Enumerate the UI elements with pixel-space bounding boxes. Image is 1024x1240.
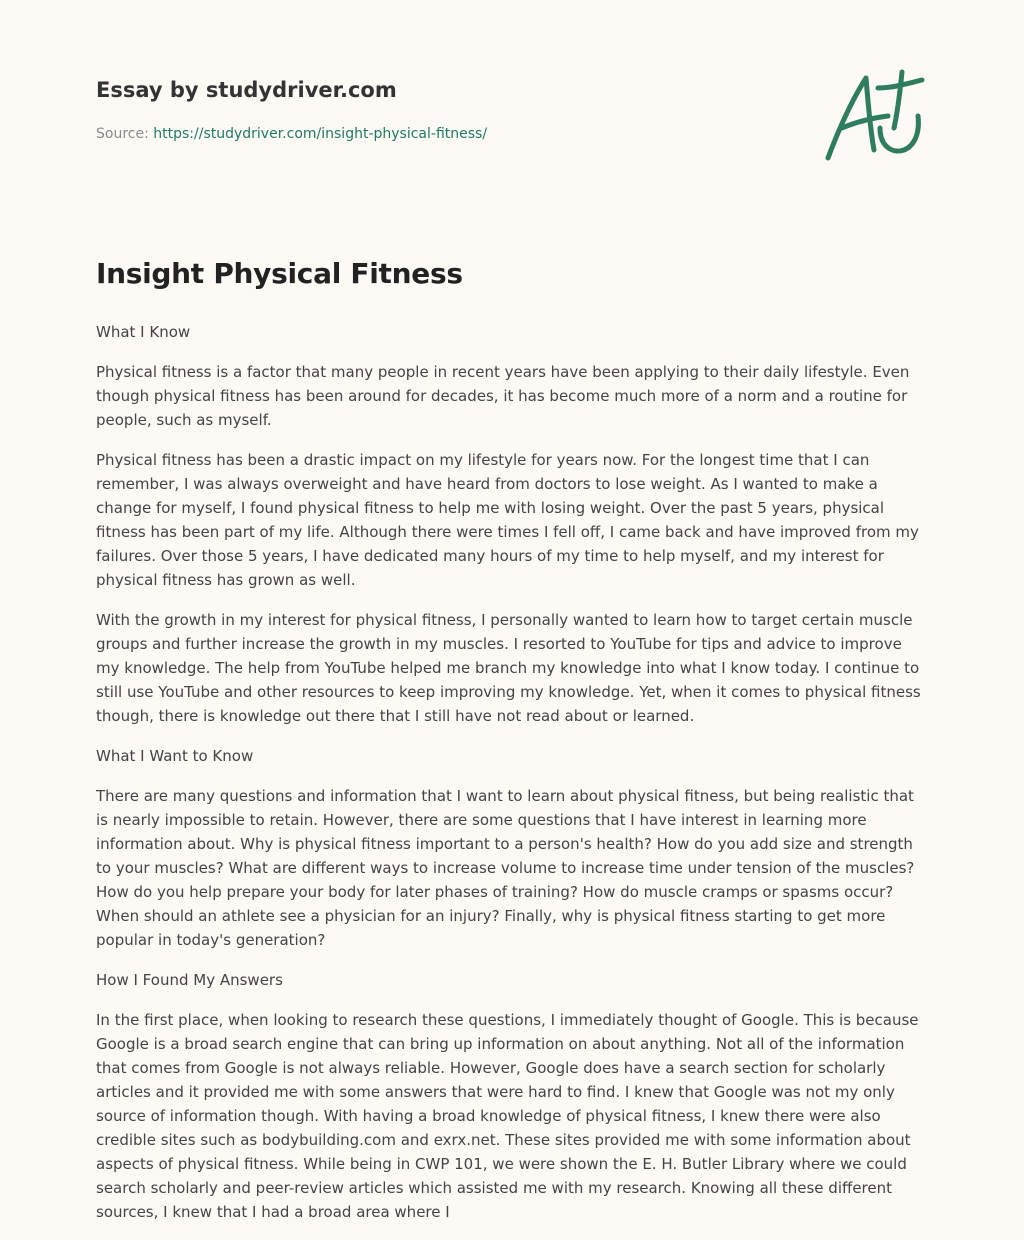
source-label: Source: [96,126,149,142]
essay-paragraph: In the first place, when looking to research these questions, I immediately thought of Google. This is because Google is a broad search engine that can bring up information on about anything. Not all of the information that comes from Google is not always reliable. However, Google does have a search section for scholarly articles and it provided me with some answers that were hard to find. I knew that Google was not my only source of information though. With having a broad knowledge of physical fitness, I knew there were also credible sites such as bodybuilding.com and exrx.net. These sites provided me with some information about aspects of physical fitness. While being in CWP 101, we were shown the E. H. Butler Library where we could search scholarly and peer-review articles which assisted me with my research. Knowing all these different sources, I knew that I had a broad area where I [96,1011,919,1221]
source-link[interactable]: https://studydriver.com/insight-physical-fitness/ [153,126,488,142]
page-header [96,76,796,144]
source-line [96,124,796,144]
essay-paragraph: There are many questions and information that I want to learn about physical fitness, but being realistic that is nearly impossible to retain. However, there are some questions that I have interest in learning more information about. Why is physical fitness important to a person's health? How do you add size and strength to your muscles? What are different ways to increase volume to increase time under tension of the muscles? How do you help prepare your body for later phases of training? How do muscle cramps or spasms occur? When should an athlete see a physician for an injury? Finally, why is physical fitness starting to get more popular in today's generation? [96,787,915,949]
essay-paragraph: With the growth in my interest for physical fitness, I personally wanted to learn how to target certain muscle groups and further increase the growth in my muscles. I resorted to YouTube for tips and advice to improve my knowledge. The help from YouTube helped me branch my knowledge into what I know today. I continue to still use YouTube and other resources to keep improving my knowledge. Yet, when it comes to physical fitness though, there is knowledge out there that I still have not read about or learned. [96,611,921,725]
section-heading: How I Found My Answers [96,971,283,989]
section-heading: What I Want to Know [96,747,254,765]
essay-paragraph: Physical fitness is a factor that many people in recent years have been applying to their daily lifestyle. Even though physical fitness has been around for decades, it has become much more of a norm and a routine for people, such as myself. [96,363,910,429]
a-plus-grade-icon [820,66,930,166]
brand-title: Essay by studydriver.com [96,78,397,102]
essay-title: Insight Physical Fitness [96,257,463,290]
section-heading: What I Know [96,323,191,341]
essay-paragraph: Physical fitness has been a drastic impact on my lifestyle for years now. For the longest time that I can remember, I was always overweight and have heard from doctors to lose weight. As I wanted to make a change for myself, I found physical fitness to help me with losing weight. Over the past 5 years, physical fitness has been part of my life. Although there were times I fell off, I came back and have improved from my failures. Over those 5 years, I have dedicated many hours of my time to help myself, and my interest for physical fitness has grown as well. [96,451,919,589]
essay-content [96,252,930,1240]
